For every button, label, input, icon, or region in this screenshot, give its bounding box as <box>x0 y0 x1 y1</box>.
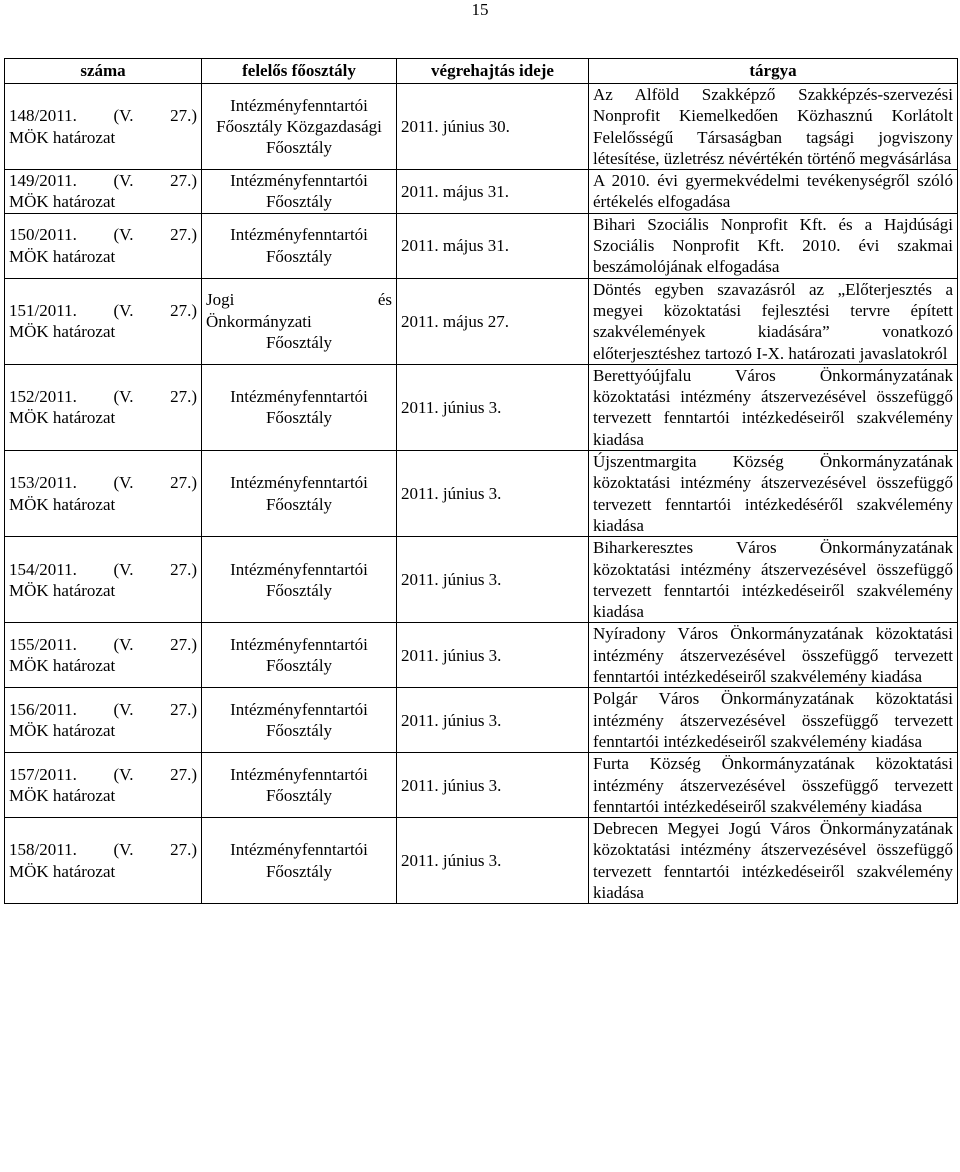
table-row <box>5 84 958 170</box>
resolution-number: 157/2011. (V. 27.) <box>9 764 197 784</box>
responsible-department <box>202 278 397 364</box>
resolution-number: 150/2011. (V. 27.) <box>9 225 197 245</box>
responsible-department-line: Jogi és <box>206 290 392 310</box>
responsible-department: Intézményfenntartói Főosztály Közgazdasági Főosztály <box>202 84 397 170</box>
resolution-number: 153/2011. (V. 27.) <box>9 473 197 493</box>
deadline: 2011. június 3. <box>397 688 589 753</box>
resolution-number: 155/2011. (V. 27.) <box>9 635 197 655</box>
resolution-number: 151/2011. (V. 27.) <box>9 300 197 320</box>
resolution-type: MÖK határozat <box>9 494 116 514</box>
subject: Furta Község Önkormányzatának közoktatási intézmény átszervezésével összefüggő tervezett fenntartói intézkedéseiről szakvélemény kiadása <box>589 753 958 818</box>
deadline: 2011. május 27. <box>397 278 589 364</box>
subject: A 2010. évi gyermekvédelmi tevékenységről szóló értékelés elfogadása <box>589 170 958 214</box>
resolution-number-cell <box>5 278 202 364</box>
subject: Biharkeresztes Város Önkormányzatának közoktatási intézmény átszervezésével összefüggő tervezett fenntartói intézkedéseiről szakvélemény kiadása <box>589 537 958 623</box>
resolution-number-cell <box>5 818 202 904</box>
resolution-number: 148/2011. (V. 27.) <box>9 106 197 126</box>
subject: Polgár Város Önkormányzatának közoktatási intézmény átszervezésével összefüggő tervezett fenntartói intézkedéseiről szakvélemény kiadása <box>589 688 958 753</box>
responsible-department-line: Önkormányzati <box>206 311 312 331</box>
header-felelos: felelős főosztály <box>202 59 397 84</box>
resolution-type: MÖK határozat <box>9 408 116 428</box>
deadline: 2011. június 3. <box>397 537 589 623</box>
subject: Az Alföld Szakképző Szakképzés-szervezési Nonprofit Kiemelkedően Közhasznú Korlátolt Felelősségű Társaságban tagsági jogviszony létesítése, üzletrész névértékén történő megvásárlása <box>589 84 958 170</box>
resolution-type: MÖK határozat <box>9 127 116 147</box>
table-row <box>5 364 958 450</box>
responsible-department: Intézményfenntartói Főosztály <box>202 623 397 688</box>
resolution-type: MÖK határozat <box>9 322 116 342</box>
deadline: 2011. május 31. <box>397 213 589 278</box>
table-row <box>5 451 958 537</box>
deadline: 2011. június 3. <box>397 818 589 904</box>
deadline: 2011. június 30. <box>397 84 589 170</box>
header-targya: tárgya <box>589 59 958 84</box>
deadline: 2011. május 31. <box>397 170 589 214</box>
resolution-number: 158/2011. (V. 27.) <box>9 840 197 860</box>
resolution-number-cell <box>5 84 202 170</box>
resolution-number: 152/2011. (V. 27.) <box>9 387 197 407</box>
responsible-department: Intézményfenntartói Főosztály <box>202 818 397 904</box>
table-row <box>5 537 958 623</box>
subject: Bihari Szociális Nonprofit Kft. és a Hajdúsági Szociális Nonprofit Kft. 2010. évi szakmai beszámolójának elfogadása <box>589 213 958 278</box>
responsible-department: Intézményfenntartói Főosztály <box>202 364 397 450</box>
table-row <box>5 213 958 278</box>
table-row <box>5 688 958 753</box>
responsible-department: Intézményfenntartói Főosztály <box>202 451 397 537</box>
resolution-type: MÖK határozat <box>9 580 116 600</box>
resolution-number-cell <box>5 170 202 214</box>
resolution-type: MÖK határozat <box>9 786 116 806</box>
resolution-number-cell <box>5 364 202 450</box>
resolution-number: 154/2011. (V. 27.) <box>9 559 197 579</box>
header-ideje: végrehajtás ideje <box>397 59 589 84</box>
resolution-number-cell <box>5 537 202 623</box>
subject: Berettyóújfalu Város Önkormányzatának közoktatási intézmény átszervezésével összefüggő tervezett fenntartói intézkedéseiről szakvélemény kiadása <box>589 364 958 450</box>
resolution-number: 149/2011. (V. 27.) <box>9 171 197 191</box>
resolutions-table <box>4 58 958 904</box>
resolution-number-cell <box>5 623 202 688</box>
responsible-department: Intézményfenntartói Főosztály <box>202 688 397 753</box>
resolution-type: MÖK határozat <box>9 192 116 212</box>
table-row <box>5 753 958 818</box>
header-szama: száma <box>5 59 202 84</box>
table-row <box>5 623 958 688</box>
resolution-type: MÖK határozat <box>9 246 116 266</box>
resolution-number: 156/2011. (V. 27.) <box>9 699 197 719</box>
responsible-department: Intézményfenntartói Főosztály <box>202 537 397 623</box>
table-row <box>5 170 958 214</box>
resolution-number-cell <box>5 753 202 818</box>
responsible-department: Intézményfenntartói Főosztály <box>202 213 397 278</box>
responsible-department: Intézményfenntartói Főosztály <box>202 753 397 818</box>
resolution-number-cell <box>5 688 202 753</box>
table-row <box>5 278 958 364</box>
responsible-department: Intézményfenntartói Főosztály <box>202 170 397 214</box>
subject: Nyíradony Város Önkormányzatának közoktatási intézmény átszervezésével összefüggő tervezett fenntartói intézkedéseiről szakvélemény kiadása <box>589 623 958 688</box>
deadline: 2011. június 3. <box>397 451 589 537</box>
resolution-number-cell <box>5 213 202 278</box>
resolution-number-cell <box>5 451 202 537</box>
responsible-department-line: Főosztály <box>265 332 333 352</box>
subject: Újszentmargita Község Önkormányzatának közoktatási intézmény átszervezésével összefüggő tervezett fenntartói intézkedéséről szakvélemény kiadása <box>589 451 958 537</box>
deadline: 2011. június 3. <box>397 753 589 818</box>
deadline: 2011. június 3. <box>397 364 589 450</box>
page-number: 15 <box>471 0 489 19</box>
resolution-type: MÖK határozat <box>9 656 116 676</box>
deadline: 2011. június 3. <box>397 623 589 688</box>
resolution-type: MÖK határozat <box>9 721 116 741</box>
table-header-row <box>5 59 958 84</box>
table-row <box>5 818 958 904</box>
subject: Debrecen Megyei Jogú Város Önkormányzatának közoktatási intézmény átszervezésével összefüggő tervezett fenntartói intézkedéseiről szakvélemény kiadása <box>589 818 958 904</box>
subject: Döntés egyben szavazásról az „Előterjesztés a megyei közoktatási fejlesztési tervre épített szakvélemények kiadására” vonatkozó előterjesztéshez tartozó I-X. határozati javaslatokról <box>589 278 958 364</box>
resolution-type: MÖK határozat <box>9 861 116 881</box>
